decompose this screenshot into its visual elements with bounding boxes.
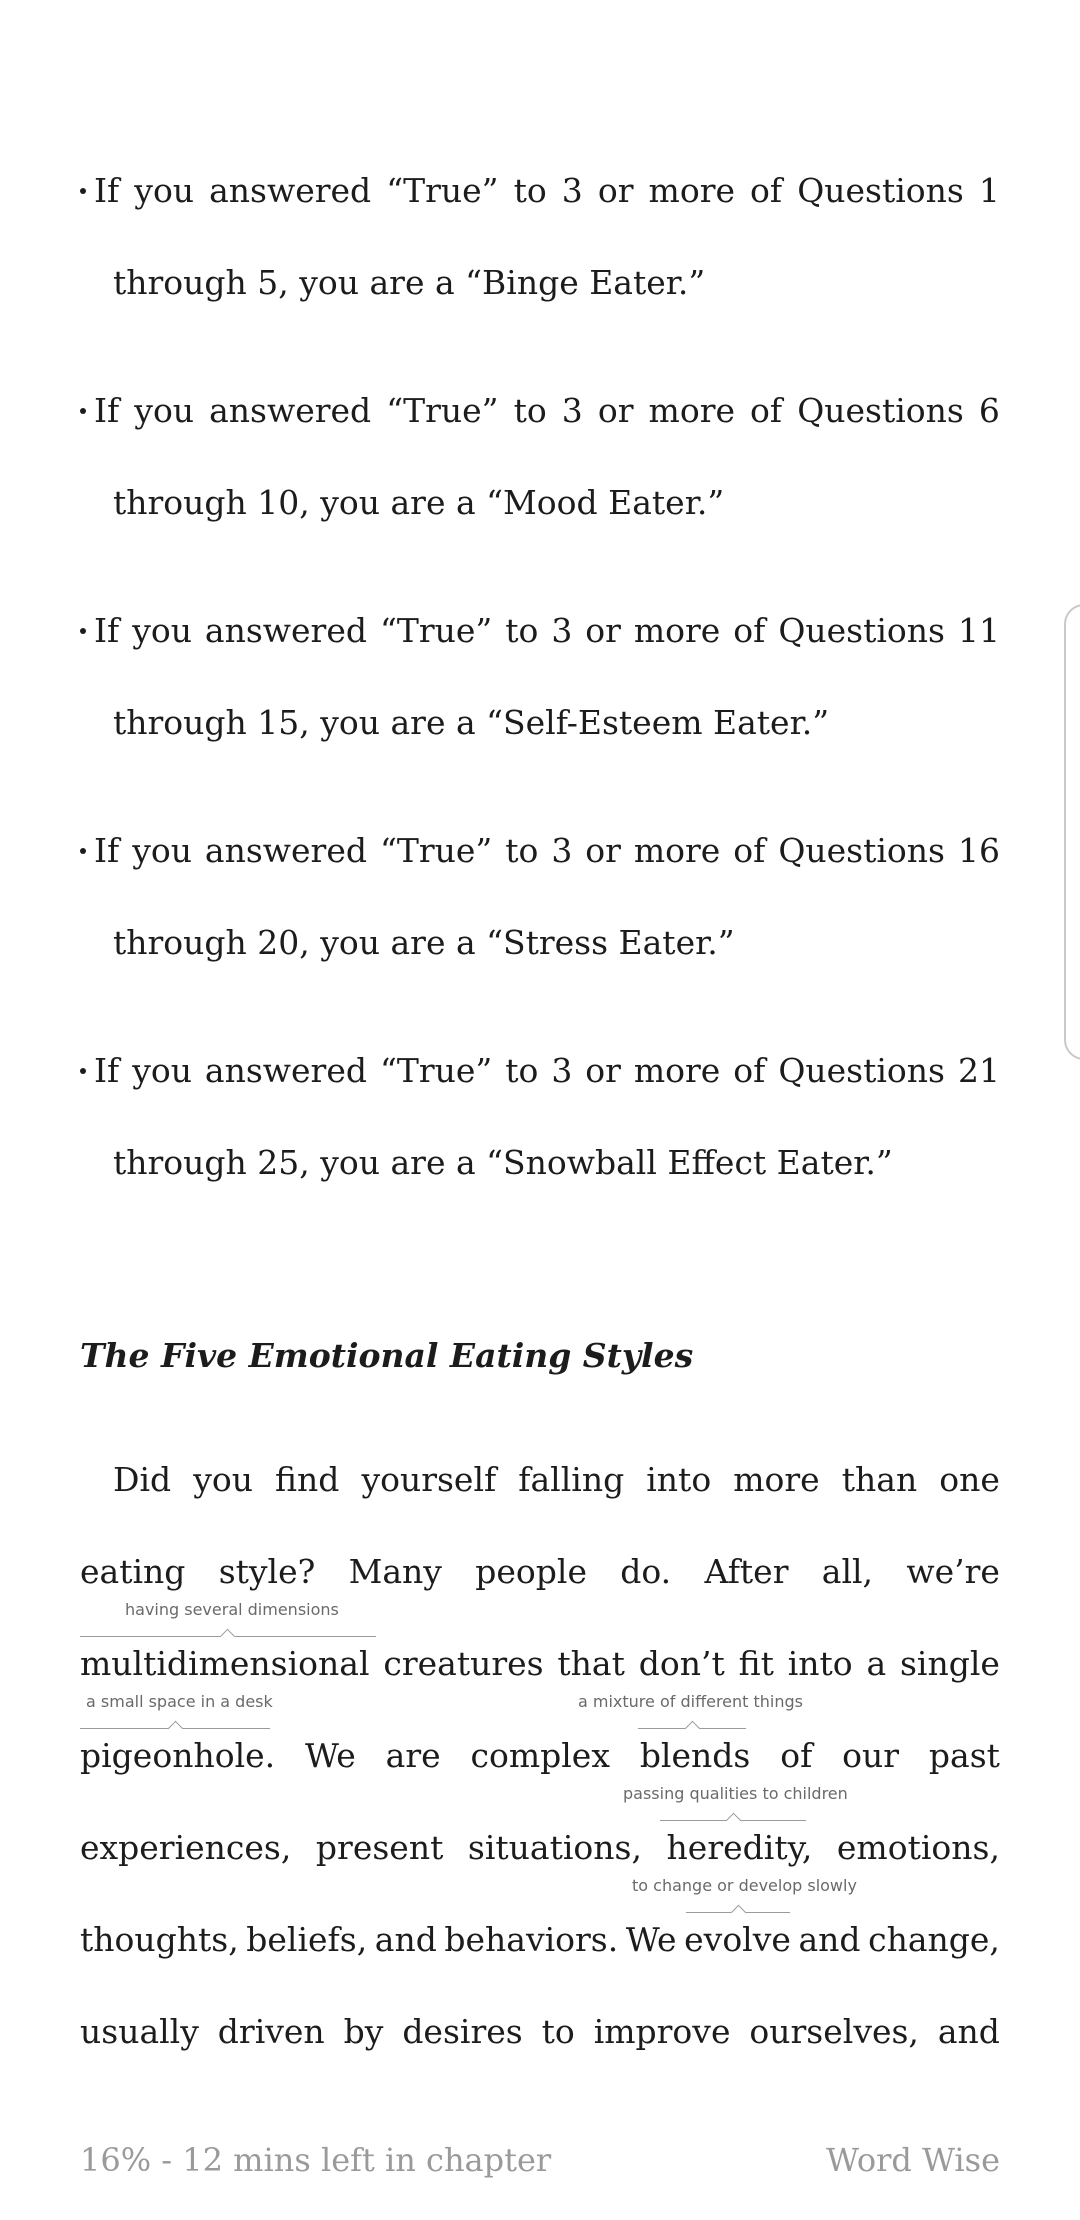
word: of [750, 391, 783, 430]
word: complex [470, 1736, 610, 1775]
word: Questions [778, 611, 945, 650]
paragraph-line [80, 1728, 1000, 1784]
bullet-dot [80, 848, 86, 854]
bullet-line-1 [94, 1046, 1000, 1096]
word: situations, [467, 1828, 642, 1867]
edge-panel-handle[interactable] [1064, 604, 1080, 1060]
word: answered [204, 611, 367, 650]
bullet-line-2: through 10, you are a “Mood Eater.” [113, 483, 725, 522]
word: creatures [383, 1644, 544, 1683]
word: into [646, 1460, 712, 1499]
word: heredity, [666, 1828, 813, 1867]
paragraph-line [80, 1636, 1000, 1692]
word: “True” [386, 171, 499, 210]
word: than [841, 1460, 918, 1499]
word: If [94, 611, 120, 650]
word-wise-hint-text: a mixture of different things [578, 1692, 803, 1711]
word: driven [217, 2012, 325, 2051]
word: more [633, 831, 721, 870]
word: into [787, 1644, 853, 1683]
paragraph-line [113, 1452, 1000, 1508]
word: do. [620, 1552, 672, 1591]
word: and [798, 1920, 861, 1959]
word: eating [80, 1552, 186, 1591]
word: to [513, 171, 547, 210]
word: 3 [551, 611, 573, 650]
word: improve [593, 2012, 731, 2051]
word: of [780, 1736, 813, 1775]
word: style? [218, 1552, 316, 1591]
word: our [842, 1736, 900, 1775]
word: you [132, 1051, 192, 1090]
word: desires [402, 2012, 523, 2051]
word: find [275, 1460, 340, 1499]
word: or [585, 831, 621, 870]
word: of [733, 831, 766, 870]
word: to [541, 2012, 575, 2051]
word: answered [204, 831, 367, 870]
word: If [94, 1051, 120, 1090]
word: pigeonhole. [80, 1736, 276, 1775]
word: of [733, 611, 766, 650]
word: present [315, 1828, 444, 1867]
word: “True” [379, 831, 493, 870]
bullet-line-2: through 5, you are a “Binge Eater.” [113, 263, 706, 302]
word: evolve [684, 1920, 791, 1959]
word: 3 [551, 1051, 573, 1090]
word: blends [639, 1736, 751, 1775]
word: 1 [978, 171, 1000, 210]
word: past [928, 1736, 1000, 1775]
word: you [134, 171, 195, 210]
word: Many [348, 1552, 442, 1591]
word: more [633, 611, 721, 650]
word: 16 [957, 831, 1000, 870]
word: “True” [386, 391, 499, 430]
word: usually [80, 2012, 199, 2051]
bullet-line-2: through 25, you are a “Snowball Effect Eater.” [113, 1143, 893, 1182]
word: or [585, 1051, 621, 1090]
word: all, [821, 1552, 874, 1591]
word: If [94, 391, 120, 430]
word: ourselves, [749, 2012, 919, 2051]
word: fit [738, 1644, 774, 1683]
word: 3 [551, 831, 573, 870]
word: of [733, 1051, 766, 1090]
word: you [132, 611, 192, 650]
paragraph-line [80, 2004, 1000, 2060]
word: answered [204, 1051, 367, 1090]
word: by [343, 2012, 384, 2051]
word: Questions [778, 1051, 945, 1090]
word: emotions, [836, 1828, 1000, 1867]
word: After [704, 1552, 789, 1591]
word: answered [209, 171, 372, 210]
word: falling [518, 1460, 625, 1499]
section-heading: The Five Emotional Eating Styles [80, 1336, 694, 1375]
bullet-line-1 [94, 826, 1000, 876]
word: single [900, 1644, 1000, 1683]
word: don’t [638, 1644, 725, 1683]
word: more [733, 1460, 820, 1499]
word: or [585, 611, 621, 650]
word: and [374, 1920, 437, 1959]
word: 3 [561, 171, 583, 210]
word: If [94, 831, 120, 870]
word: or [597, 171, 634, 210]
word: Did [113, 1460, 172, 1499]
word: you [132, 831, 192, 870]
word: or [597, 391, 634, 430]
word-wise-hint-text: to change or develop slowly [632, 1876, 857, 1895]
word: you [134, 391, 195, 430]
word: to [505, 831, 539, 870]
word: more [648, 391, 735, 430]
bullet-dot [80, 188, 86, 194]
word: beliefs, [246, 1920, 368, 1959]
bullet-line-1 [94, 606, 1000, 656]
word: experiences, [80, 1828, 292, 1867]
word: more [648, 171, 735, 210]
word: Questions [797, 391, 964, 430]
bullet-dot [80, 628, 86, 634]
bullet-line-1 [94, 166, 1000, 216]
bullet-line-2: through 15, you are a “Self-Esteem Eater.” [113, 703, 830, 742]
word: behaviors. [444, 1920, 619, 1959]
word: “True” [379, 1051, 493, 1090]
word: 11 [957, 611, 1000, 650]
word: 3 [561, 391, 583, 430]
word: are [385, 1736, 441, 1775]
word-wise-hint-text: passing qualities to children [623, 1784, 848, 1803]
word: 21 [957, 1051, 1000, 1090]
word: people [475, 1552, 587, 1591]
paragraph-line [80, 1912, 1000, 1968]
bullet-line-2: through 20, you are a “Stress Eater.” [113, 923, 735, 962]
word: to [505, 1051, 539, 1090]
word-wise-hint-text: a small space in a desk [86, 1692, 273, 1711]
word: “True” [379, 611, 493, 650]
bullet-dot [80, 1068, 86, 1074]
word-wise-hint-text: having several dimensions [125, 1600, 339, 1619]
word: one [939, 1460, 1000, 1499]
word: We [305, 1736, 356, 1775]
word: a [866, 1644, 887, 1683]
word: change, [868, 1920, 1000, 1959]
word: of [750, 171, 783, 210]
word: we’re [906, 1552, 1000, 1591]
word: and [937, 2012, 1000, 2051]
word: 6 [978, 391, 1000, 430]
word-wise-label[interactable]: Word Wise [826, 2141, 1000, 2179]
word: Questions [797, 171, 964, 210]
word: that [557, 1644, 625, 1683]
word: If [94, 171, 120, 210]
paragraph-line [80, 1820, 1000, 1876]
word: to [505, 611, 539, 650]
word: answered [209, 391, 372, 430]
word: you [193, 1460, 253, 1499]
word: multidimensional [80, 1644, 370, 1683]
bullet-line-1 [94, 386, 1000, 436]
word: to [513, 391, 547, 430]
word: We [625, 1920, 677, 1959]
bullet-dot [80, 408, 86, 414]
paragraph-line [80, 1544, 1000, 1600]
word: Questions [778, 831, 945, 870]
word: more [633, 1051, 721, 1090]
reading-progress[interactable]: 16% - 12 mins left in chapter [80, 2141, 552, 2179]
word: thoughts, [80, 1920, 239, 1959]
word: yourself [361, 1460, 497, 1499]
